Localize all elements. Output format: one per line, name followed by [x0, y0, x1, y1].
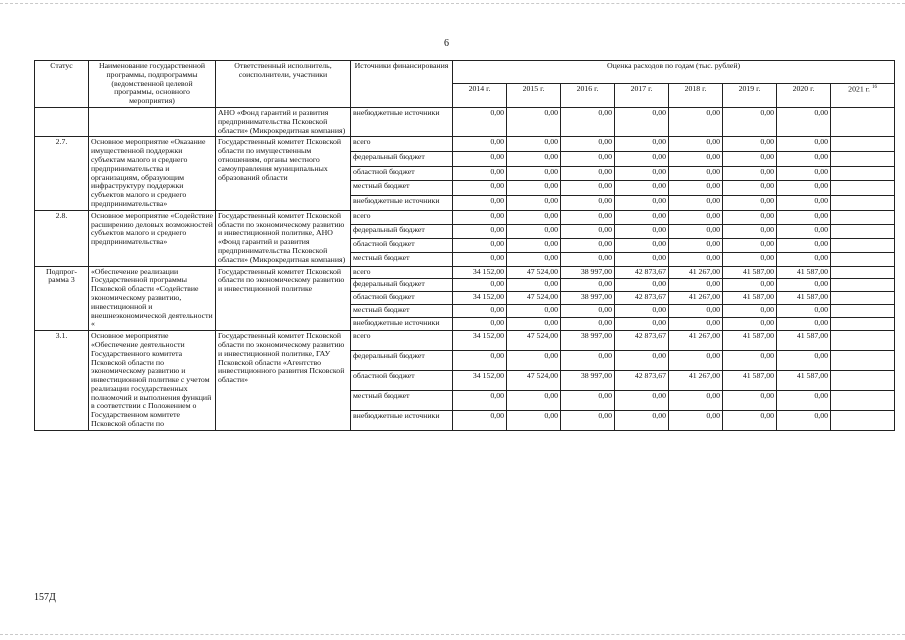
row-value	[831, 410, 895, 430]
row-value	[831, 351, 895, 371]
row-value: 0,00	[723, 166, 777, 181]
row-value	[831, 252, 895, 266]
row-value: 0,00	[561, 318, 615, 331]
scan-edge-bottom	[0, 634, 905, 635]
row-value: 0,00	[507, 390, 561, 410]
row-source: областной бюджет	[351, 166, 453, 181]
row-value: 41 267,00	[669, 292, 723, 305]
row-value: 0,00	[615, 181, 669, 196]
row-value: 34 152,00	[453, 266, 507, 279]
row-value: 0,00	[561, 252, 615, 266]
row-source: областной бюджет	[351, 371, 453, 391]
row-value: 0,00	[561, 196, 615, 211]
row-value: 0,00	[723, 224, 777, 238]
row-value: 0,00	[453, 181, 507, 196]
row-name	[89, 107, 216, 136]
row-value: 0,00	[723, 318, 777, 331]
row-value: 0,00	[723, 152, 777, 167]
footer-code: 157Д	[34, 592, 56, 603]
row-value: 0,00	[453, 196, 507, 211]
row-value: 0,00	[777, 410, 831, 430]
row-value: 0,00	[777, 152, 831, 167]
row-source: местный бюджет	[351, 305, 453, 318]
row-value: 0,00	[507, 252, 561, 266]
row-value: 0,00	[615, 196, 669, 211]
row-value: 0,00	[723, 410, 777, 430]
table-row	[35, 210, 895, 224]
row-source: местный бюджет	[351, 181, 453, 196]
row-value: 41 587,00	[777, 292, 831, 305]
row-value	[831, 196, 895, 211]
row-value: 0,00	[453, 107, 507, 136]
row-value: 0,00	[507, 224, 561, 238]
row-value: 0,00	[669, 152, 723, 167]
row-value: 0,00	[615, 166, 669, 181]
row-value: 0,00	[669, 318, 723, 331]
row-value: 0,00	[507, 305, 561, 318]
row-source: внебюджетные источники	[351, 196, 453, 211]
header-year: 2014 г.	[453, 83, 507, 107]
row-value: 0,00	[561, 181, 615, 196]
row-value: 0,00	[669, 181, 723, 196]
row-value: 0,00	[777, 279, 831, 292]
row-value: 0,00	[453, 351, 507, 371]
row-source: областной бюджет	[351, 238, 453, 252]
row-value: 0,00	[723, 252, 777, 266]
row-value: 0,00	[669, 107, 723, 136]
row-value: 0,00	[561, 351, 615, 371]
row-value: 0,00	[777, 166, 831, 181]
row-value: 0,00	[561, 137, 615, 152]
row-value	[831, 390, 895, 410]
row-status: 2.8.	[35, 210, 89, 266]
row-value: 0,00	[615, 252, 669, 266]
row-value	[831, 137, 895, 152]
row-source: всего	[351, 137, 453, 152]
header-sources: Источники финансирования	[351, 61, 453, 108]
row-value: 0,00	[453, 318, 507, 331]
row-value: 42 873,67	[615, 331, 669, 351]
row-value: 0,00	[507, 137, 561, 152]
row-value: 34 152,00	[453, 292, 507, 305]
row-value	[831, 224, 895, 238]
row-value: 0,00	[669, 196, 723, 211]
row-value: 42 873,67	[615, 292, 669, 305]
row-value: 0,00	[453, 210, 507, 224]
row-value: 0,00	[723, 279, 777, 292]
row-executor: Государственный комитет Псковской области по экономическому развитию и инвестиционной политике, АНО «Фонд гарантий и развития предпринимательства Псковской области» (Микрокредитная компания)	[216, 210, 351, 266]
row-source: всего	[351, 331, 453, 351]
row-value: 42 873,67	[615, 371, 669, 391]
row-value	[831, 107, 895, 136]
row-value: 0,00	[561, 152, 615, 167]
row-value: 38 997,00	[561, 266, 615, 279]
row-value	[831, 210, 895, 224]
row-value: 0,00	[507, 410, 561, 430]
row-status	[35, 107, 89, 136]
row-value: 0,00	[615, 390, 669, 410]
row-value: 0,00	[669, 351, 723, 371]
row-value: 0,00	[453, 252, 507, 266]
row-value: 0,00	[615, 238, 669, 252]
row-value: 0,00	[453, 238, 507, 252]
row-value: 0,00	[507, 196, 561, 211]
row-value: 0,00	[507, 181, 561, 196]
header-expenses: Оценка расходов по годам (тыс. рублей)	[453, 61, 895, 84]
row-value	[831, 181, 895, 196]
row-value: 0,00	[669, 210, 723, 224]
row-value: 41 267,00	[669, 371, 723, 391]
budget-table	[34, 60, 895, 431]
row-status: 3.1.	[35, 331, 89, 431]
footnote-mark: 16	[871, 84, 877, 90]
row-value: 34 152,00	[453, 371, 507, 391]
row-value: 0,00	[669, 390, 723, 410]
row-value: 0,00	[507, 351, 561, 371]
row-value: 47 524,00	[507, 292, 561, 305]
row-value: 0,00	[669, 224, 723, 238]
row-value: 0,00	[669, 137, 723, 152]
row-source: федеральный бюджет	[351, 152, 453, 167]
row-status: 2.7.	[35, 137, 89, 210]
row-value: 0,00	[615, 305, 669, 318]
row-status: Подпрог-рамма 3	[35, 266, 89, 331]
row-value	[831, 371, 895, 391]
row-value: 0,00	[561, 390, 615, 410]
row-value: 42 873,67	[615, 266, 669, 279]
row-value: 0,00	[777, 305, 831, 318]
row-value: 0,00	[615, 137, 669, 152]
row-value	[831, 279, 895, 292]
row-source: всего	[351, 266, 453, 279]
page-number: 6	[444, 38, 449, 49]
row-value: 0,00	[507, 238, 561, 252]
row-value: 0,00	[453, 224, 507, 238]
row-name: Основное мероприятие «Содействие расширению деловых возможностей субъектов малого и среднего предпринимательства»	[89, 210, 216, 266]
row-source: внебюджетные источники	[351, 318, 453, 331]
row-value: 41 587,00	[723, 266, 777, 279]
header-year-label: 2021 г.	[848, 84, 870, 94]
row-value: 0,00	[507, 152, 561, 167]
row-value	[831, 152, 895, 167]
row-value: 0,00	[723, 390, 777, 410]
row-value	[831, 305, 895, 318]
row-value: 0,00	[561, 238, 615, 252]
row-value: 0,00	[453, 279, 507, 292]
row-value: 0,00	[561, 224, 615, 238]
table-row	[35, 107, 895, 136]
row-value: 0,00	[669, 410, 723, 430]
row-value: 0,00	[777, 210, 831, 224]
row-value: 34 152,00	[453, 331, 507, 351]
row-value: 0,00	[507, 318, 561, 331]
row-value: 0,00	[777, 390, 831, 410]
row-value: 0,00	[723, 196, 777, 211]
row-value: 47 524,00	[507, 331, 561, 351]
row-value: 41 587,00	[723, 292, 777, 305]
row-source: всего	[351, 210, 453, 224]
row-value: 0,00	[777, 318, 831, 331]
header-year-last	[831, 83, 895, 107]
row-value: 0,00	[615, 107, 669, 136]
row-value: 0,00	[777, 196, 831, 211]
row-value: 47 524,00	[507, 371, 561, 391]
row-executor: Государственный комитет Псковской области по экономическому развитию и инвестиционной политике, ГАУ Псковской области «Агентство инвестиционного развития Псковской области»	[216, 331, 351, 431]
row-value: 41 587,00	[777, 371, 831, 391]
row-value: 41 267,00	[669, 266, 723, 279]
row-value: 0,00	[777, 181, 831, 196]
header-year: 2017 г.	[615, 83, 669, 107]
row-source: федеральный бюджет	[351, 351, 453, 371]
row-value: 41 267,00	[669, 331, 723, 351]
row-value	[831, 266, 895, 279]
row-name: Основное мероприятие «Оказание имущественной поддержки субъектам малого и среднего предпринимательства и организациям, образующим инфраструктуру поддержки субъектов малого и среднего предпринимательства»	[89, 137, 216, 210]
scan-edge-top	[0, 3, 905, 4]
row-value: 0,00	[615, 318, 669, 331]
row-value: 0,00	[561, 305, 615, 318]
row-value: 0,00	[561, 107, 615, 136]
row-value: 0,00	[777, 351, 831, 371]
header-year: 2016 г.	[561, 83, 615, 107]
row-value: 0,00	[507, 107, 561, 136]
row-value	[831, 292, 895, 305]
row-value: 0,00	[453, 137, 507, 152]
row-value: 0,00	[669, 166, 723, 181]
row-value: 0,00	[777, 137, 831, 152]
row-value: 0,00	[723, 107, 777, 136]
row-value: 0,00	[723, 210, 777, 224]
row-executor: Государственный комитет Псковской области по экономическому развитию и инвестиционной политике	[216, 266, 351, 331]
row-value: 0,00	[777, 252, 831, 266]
row-value: 0,00	[723, 305, 777, 318]
row-value: 0,00	[777, 107, 831, 136]
row-value: 0,00	[561, 166, 615, 181]
header-executor: Ответственный исполнитель, соисполнители, участники	[216, 61, 351, 108]
row-value	[831, 318, 895, 331]
row-value: 0,00	[453, 390, 507, 410]
row-value: 0,00	[615, 152, 669, 167]
row-value: 0,00	[453, 305, 507, 318]
row-value: 38 997,00	[561, 331, 615, 351]
row-value: 0,00	[453, 152, 507, 167]
header-year: 2020 г.	[777, 83, 831, 107]
row-value: 0,00	[615, 210, 669, 224]
header-status: Статус	[35, 61, 89, 108]
header-year: 2015 г.	[507, 83, 561, 107]
row-value: 0,00	[561, 210, 615, 224]
row-value: 0,00	[777, 238, 831, 252]
row-value: 0,00	[561, 279, 615, 292]
row-source: внебюджетные источники	[351, 410, 453, 430]
row-value: 0,00	[507, 279, 561, 292]
row-value: 0,00	[669, 238, 723, 252]
row-source: внебюджетные источники	[351, 107, 453, 136]
row-value: 0,00	[777, 224, 831, 238]
table-body	[35, 107, 895, 430]
header-year: 2018 г.	[669, 83, 723, 107]
row-value: 0,00	[615, 351, 669, 371]
row-source: федеральный бюджет	[351, 279, 453, 292]
row-value: 41 587,00	[777, 331, 831, 351]
row-source: областной бюджет	[351, 292, 453, 305]
row-value: 41 587,00	[723, 371, 777, 391]
row-value: 38 997,00	[561, 292, 615, 305]
row-value: 41 587,00	[777, 266, 831, 279]
header-row	[35, 61, 895, 84]
table-row	[35, 137, 895, 152]
row-name: «Обеспечение реализации Государственной программы Псковской области «Содействие экономическому развитию, инвестиционной и внешнеэкономической деятельности «	[89, 266, 216, 331]
row-source: федеральный бюджет	[351, 224, 453, 238]
row-value: 0,00	[507, 166, 561, 181]
row-executor: АНО «Фонд гарантий и развития предпринимательства Псковской области» (Микрокредитная компания)	[216, 107, 351, 136]
row-executor: Государственный комитет Псковской области по имущественным отношениям, органы местного самоуправления муниципальных образований области	[216, 137, 351, 210]
row-source: местный бюджет	[351, 252, 453, 266]
row-value: 0,00	[507, 210, 561, 224]
row-value: 0,00	[669, 305, 723, 318]
row-value: 0,00	[669, 252, 723, 266]
row-value	[831, 331, 895, 351]
row-value	[831, 166, 895, 181]
row-value: 38 997,00	[561, 371, 615, 391]
row-name: Основное мероприятие «Обеспечение деятельности Государственного комитета Псковской области по экономическому развитию и инвестиционной политике с учетом реализации государственных полномочий и выполнения функций в соответствии с Положением о Государственном комитете Псковской области по	[89, 331, 216, 431]
row-value: 0,00	[453, 166, 507, 181]
row-value	[831, 238, 895, 252]
row-value: 0,00	[723, 137, 777, 152]
row-value: 0,00	[615, 279, 669, 292]
row-value: 0,00	[669, 279, 723, 292]
row-value: 0,00	[615, 224, 669, 238]
row-value: 0,00	[723, 238, 777, 252]
row-value: 0,00	[723, 351, 777, 371]
row-value: 0,00	[723, 181, 777, 196]
table-row	[35, 266, 895, 279]
row-source: местный бюджет	[351, 390, 453, 410]
header-name: Наименование государственной программы, подпрограммы (ведомственной целевой программы, основного мероприятия)	[89, 61, 216, 108]
row-value: 0,00	[453, 410, 507, 430]
row-value: 47 524,00	[507, 266, 561, 279]
header-year: 2019 г.	[723, 83, 777, 107]
row-value: 0,00	[615, 410, 669, 430]
table-row	[35, 331, 895, 351]
row-value: 41 587,00	[723, 331, 777, 351]
row-value: 0,00	[561, 410, 615, 430]
